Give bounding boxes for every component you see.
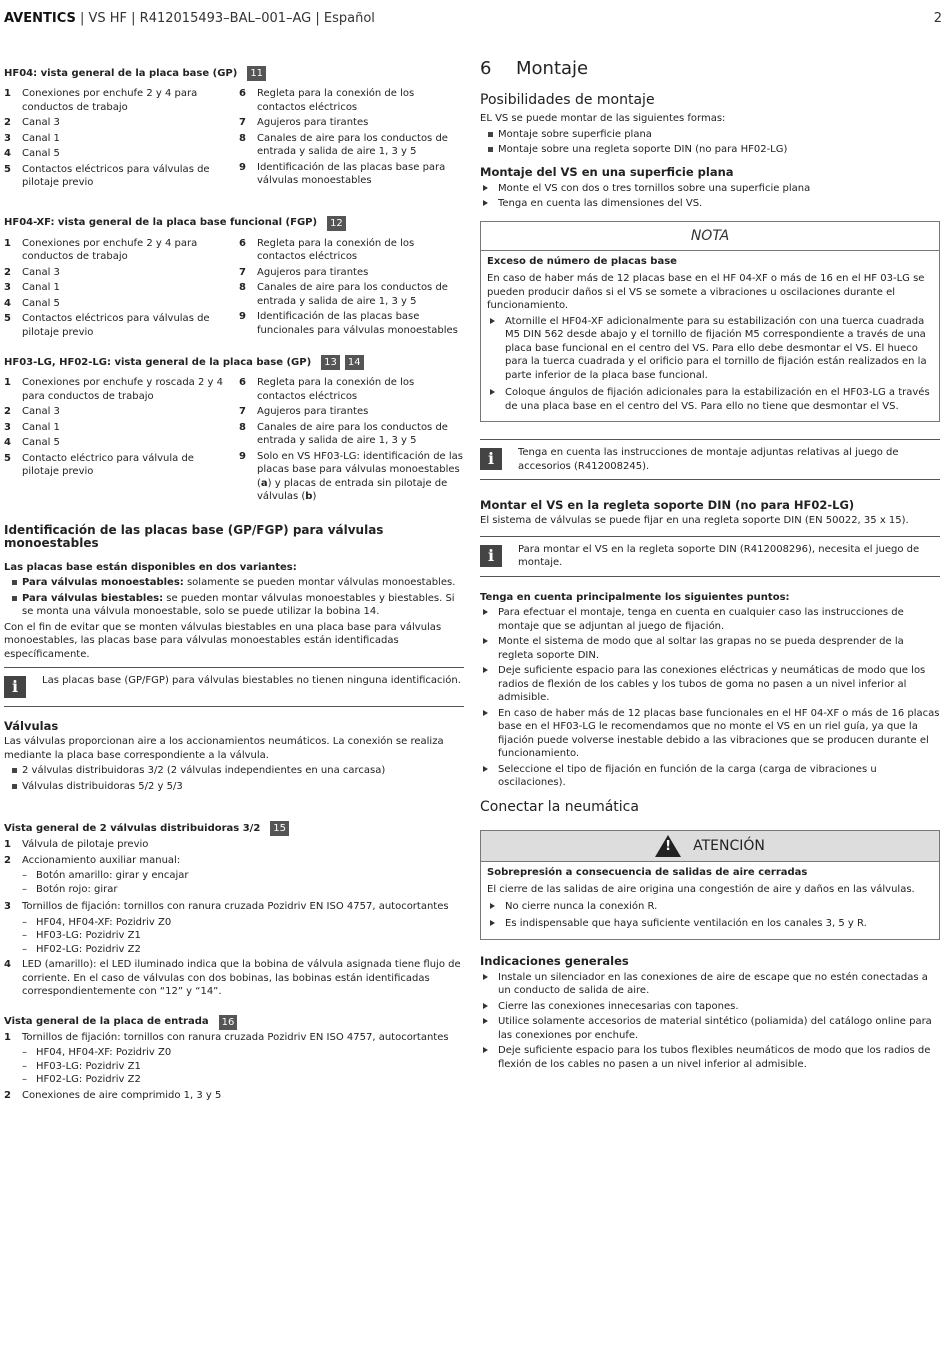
- sub-item: – HF04, HF04-XF: Pozidriv Z0: [22, 916, 172, 928]
- legend-item: 8 Canales de aire para los conductos de entrada y salida de aire 1, 3 y 5: [239, 421, 448, 446]
- list-item: Montaje sobre una regleta soporte DIN (no para HF02-LG): [488, 143, 940, 157]
- section-title: Conectar la neumática: [480, 798, 639, 815]
- info-icon: i: [480, 545, 502, 567]
- note-box: [480, 221, 940, 423]
- figure-badge: 13: [321, 355, 340, 370]
- legend-item: 5 Contactos eléctricos para válvulas de pilotaje previo: [4, 163, 210, 188]
- legend-item: 1 Conexiones por enchufe 2 y 4 para conductos de trabajo: [4, 88, 198, 113]
- legend-item: 7 Agujeros para tirantes: [239, 406, 369, 417]
- legend-item: 7 Agujeros para tirantes: [239, 266, 369, 278]
- section-valves: [4, 719, 464, 793]
- legend-item: 3 Canal 1: [4, 282, 60, 293]
- legend-col-1: [4, 87, 229, 192]
- sub-item: – Botón amarillo: girar y encajar: [22, 870, 189, 881]
- info-box: i Para montar el VS en la regleta soporte DIN (R412008296), necesita el juego de montaje.: [480, 536, 940, 577]
- list-item: Montaje sobre superficie plana: [488, 128, 940, 142]
- section-title: Posibilidades de montaje: [480, 92, 655, 108]
- sub-item: – HF02-LG: Pozidriv Z2: [22, 1074, 141, 1085]
- legend-item: 6 Regleta para la conexión de los contactos eléctricos: [239, 377, 415, 402]
- step-item: Seleccione el tipo de fijación en función de la carga (carga de vibraciones u oscilaciones).: [480, 763, 940, 790]
- legend-item: 9 Identificación de las placas base para válvulas monoestables: [239, 161, 446, 186]
- step-item: Es indispensable que haya suficiente ventilación en los canales 3, 5 y R.: [487, 917, 933, 931]
- caution-title: ATENCIÓN: [693, 837, 765, 854]
- figure-badge: 15: [270, 821, 289, 836]
- step-item: Instale un silenciador en las conexiones de aire de escape que no estén conectadas a un conducto de salida de aire.: [480, 971, 940, 998]
- step-item: Deje suficiente espacio para las conexiones eléctricas y neumáticas de modo que los radios de flexión de los cables y los tubos de goma no pasen a un nivel inferior al admisible.: [480, 664, 940, 705]
- legend-item: 6 Regleta para la conexión de los contactos eléctricos: [239, 88, 415, 113]
- section-title: Vista general de la placa de entrada: [4, 1016, 209, 1028]
- warning-icon: !: [655, 835, 681, 857]
- step-item: Coloque ángulos de fijación adicionales para la estabilización en el HF03-LG a través de una placa base en el centro del VS. Para ello no tiene que desmontar el VS.: [487, 386, 933, 413]
- divider: [4, 706, 464, 707]
- paragraph: En caso de haber más de 12 placas base en el HF 04-XF o más de 16 en el HF 03-LG se pueden producir daños si el VS se somete a vibraciones u oscilaciones durante el funcionamiento.: [487, 273, 925, 311]
- variants-title: Las placas base están disponibles en dos variantes:: [4, 561, 297, 573]
- legend-item: 9 Solo en VS HF03-LG: identificación de las placas base para válvulas monoestables (a) y placas de entrada sin pilotaje de válvulas (b): [239, 450, 463, 502]
- legend-item: 4 Canal 5: [4, 437, 60, 448]
- legend-item: 3 Tornillos de fijación: tornillos con ranura cruzada Pozidriv EN ISO 4757, autocortantes: [4, 901, 449, 912]
- legend-item: 1 Conexiones por enchufe y roscada 2 y 4 para conductos de trabajo: [4, 377, 223, 402]
- legend-item: 2 Conexiones de aire comprimido 1, 3 y 5: [4, 1089, 222, 1101]
- paragraph: El cierre de las salidas de aire origina una congestión de aire y daños en las válvulas.: [487, 884, 915, 895]
- legend-item: 4 Canal 5: [4, 148, 60, 159]
- sub-item: – HF03-LG: Pozidriv Z1: [22, 1060, 141, 1072]
- legend-item: 1 Tornillos de fijación: tornillos con ranura cruzada Pozidriv EN ISO 4757, autocortantes: [4, 1031, 449, 1043]
- list-item: Para válvulas monoestables: solamente se pueden montar válvulas monoestables.: [12, 576, 464, 590]
- step-item: Monte el VS con dos o tres tornillos sobre una superficie plana: [480, 182, 940, 196]
- legend-col-1: [4, 237, 229, 342]
- points-title: Tenga en cuenta principalmente los siguientes puntos:: [480, 591, 790, 603]
- legend-item: 1 Válvula de pilotaje previo: [4, 839, 149, 850]
- legend-item: 8 Canales de aire para los conductos de entrada y salida de aire 1, 3 y 5: [239, 282, 448, 307]
- list-item: Válvulas distribuidoras 5/2 y 5/3: [12, 780, 464, 794]
- legend-item: 2 Accionamiento auxiliar manual:: [4, 854, 181, 866]
- figure-badge: 14: [345, 355, 364, 370]
- chapter-title: 6 Montaje: [480, 58, 589, 79]
- legend-item: 2 Canal 3: [4, 117, 60, 128]
- legend-item: 2 Canal 3: [4, 266, 60, 278]
- right-column: [480, 58, 940, 1073]
- step-item: Para efectuar el montaje, tenga en cuenta en cualquier caso las instrucciones de montaje que se adjuntan al juego de fijación.: [480, 606, 940, 633]
- left-column: [4, 62, 464, 1104]
- page-header: [4, 11, 942, 27]
- section-title: Montaje del VS en una superficie plana: [480, 164, 734, 179]
- section-hf03lg: [4, 355, 464, 506]
- figure-badge: 16: [219, 1015, 238, 1030]
- note-title: NOTA: [481, 222, 939, 251]
- info-box: i Las placas base (GP/FGP) para válvulas biestables no tienen ninguna identificación.: [4, 667, 464, 702]
- section-title: Indicaciones generales: [480, 953, 629, 968]
- paragraph: El sistema de válvulas se puede fijar en una regleta soporte DIN (EN 50022, 35 x 15).: [480, 515, 909, 526]
- legend-item: 5 Contacto eléctrico para válvula de pilotaje previo: [4, 452, 194, 477]
- legend-item: 5 Contactos eléctricos para válvulas de pilotaje previo: [4, 313, 210, 338]
- legend-item: 4 Canal 5: [4, 297, 60, 309]
- step-item: Utilice solamente accesorios de material sintético (poliamida) del catálogo online para las conexiones por enchufe.: [480, 1015, 940, 1042]
- legend-item: 6 Regleta para la conexión de los contactos eléctricos: [239, 237, 415, 262]
- legend-item: 3 Canal 1: [4, 421, 60, 433]
- note-subtitle: Exceso de número de placas base: [487, 255, 677, 267]
- figure-badge: 12: [327, 216, 346, 231]
- section-title: HF04-XF: vista general de la placa base funcional (FGP): [4, 217, 318, 229]
- list-item: 2 válvulas distribuidoras 3/2 (2 válvulas independientes en una carcasa): [12, 764, 464, 778]
- section-title: Montar el VS en la regleta soporte DIN (no para HF02-LG): [480, 498, 855, 512]
- section-identification: [4, 524, 464, 708]
- step-item: No cierre nunca la conexión R.: [487, 900, 933, 914]
- legend-col-2: [239, 376, 464, 506]
- section-title: HF04: vista general de la placa base (GP): [4, 67, 238, 79]
- section-title: Válvulas: [4, 719, 59, 733]
- figure-badge: 11: [247, 66, 266, 81]
- step-item: En caso de haber más de 12 placas base funcionales en el HF 04-XF o más de 16 placas base en el HF03-LG le recomendamos que no monte el VS en un riel guía, ya que la fijación puede volverse inestable debido a las vibraciones que se producen durante el funcionamiento.: [480, 707, 940, 761]
- sub-item: – Botón rojo: girar: [22, 883, 118, 895]
- caution-box: [480, 830, 940, 940]
- sub-item: – HF03-LG: Pozidriv Z1: [22, 930, 141, 941]
- legend-item: 2 Canal 3: [4, 406, 60, 417]
- legend-item: 8 Canales de aire para los conductos de entrada y salida de aire 1, 3 y 5: [239, 132, 448, 157]
- section-hf04xf: [4, 216, 464, 342]
- paragraph: Las válvulas proporcionan aire a los accionamientos neumáticos. La conexión se realiza mediante la placa base correspondiente a la válvula.: [4, 736, 444, 761]
- legend-item: 7 Agujeros para tirantes: [239, 117, 369, 128]
- page-number: 2: [933, 11, 942, 26]
- legend-item: 9 Identificación de las placas base funcionales para válvulas monoestables: [239, 311, 458, 336]
- sub-item: – HF04, HF04-XF: Pozidriv Z0: [22, 1047, 172, 1058]
- brand-name: AVENTICS: [4, 11, 76, 26]
- section-entry-plate: [4, 1015, 464, 1103]
- legend-col-1: [4, 376, 229, 506]
- section-hf04: [4, 66, 464, 192]
- step-item: Monte el sistema de modo que al soltar las grapas no se pueda desprender de la regleta soporte DIN.: [480, 635, 940, 662]
- step-item: Deje suficiente espacio para los tubos flexibles neumáticos de modo que los radios de flexión de los cables no pasen a un nivel inferior al admisible.: [480, 1044, 940, 1071]
- legend-item: 3 Canal 1: [4, 132, 60, 144]
- step-item: Tenga en cuenta las dimensiones del VS.: [480, 197, 940, 211]
- section-title: Identificación de las placas base (GP/FGP) para válvulas monoestables: [4, 522, 384, 550]
- paragraph: Con el fin de evitar que se monten válvulas biestables en una placa base para válvulas monoestables, las placas base para válvulas monoestables están identificadas específicamente.: [4, 621, 442, 660]
- paragraph: EL VS se puede montar de las siguientes formas:: [480, 113, 726, 124]
- info-icon: i: [4, 676, 26, 698]
- legend-item: 4 LED (amarillo): el LED iluminado indica que la bobina de válvula asignada tiene flujo de corriente. En el caso de válvulas con dos bobinas, las bobinas están identificadas correspondientemente con “12” y “14”.: [4, 959, 461, 997]
- header-document-info: | VS HF | R412015493–BAL–001–AG | Español: [75, 11, 375, 26]
- info-icon: i: [480, 448, 502, 470]
- legend-col-2: [239, 237, 464, 342]
- list-item: Para válvulas biestables: se pueden montar válvulas monoestables y biestables. Si se monta una válvula monoestable, solo se puede utilizar la bobina 14.: [12, 592, 464, 619]
- section-title: HF03-LG, HF02-LG: vista general de la placa base (GP): [4, 356, 312, 368]
- info-box: i Tenga en cuenta las instrucciones de montaje adjuntas relativas al juego de accesorios (R412008245).: [480, 439, 940, 480]
- step-item: Atornille el HF04-XF adicionalmente para su estabilización con una tuerca cuadrada M5 DIN 562 desde abajo y el tornillo de fijación M5 correspondiente a través de una placa base funcional en el centro del VS. Para ello debe desmontar el VS. El hueco para la tuerca cuadrada y el orificio para el tornillo de fijación están realizados en la parte inferior de la placa base funcional.: [487, 315, 933, 383]
- section-title: Vista general de 2 válvulas distribuidoras 3/2: [4, 822, 261, 834]
- legend-item: 1 Conexiones por enchufe 2 y 4 para conductos de trabajo: [4, 237, 198, 262]
- caution-subtitle: Sobrepresión a consecuencia de salidas de aire cerradas: [487, 866, 808, 878]
- step-item: Cierre las conexiones innecesarias con tapones.: [480, 1000, 940, 1014]
- section-valves-32: [4, 821, 464, 999]
- legend-col-2: [239, 87, 464, 192]
- sub-item: – HF02-LG: Pozidriv Z2: [22, 943, 141, 955]
